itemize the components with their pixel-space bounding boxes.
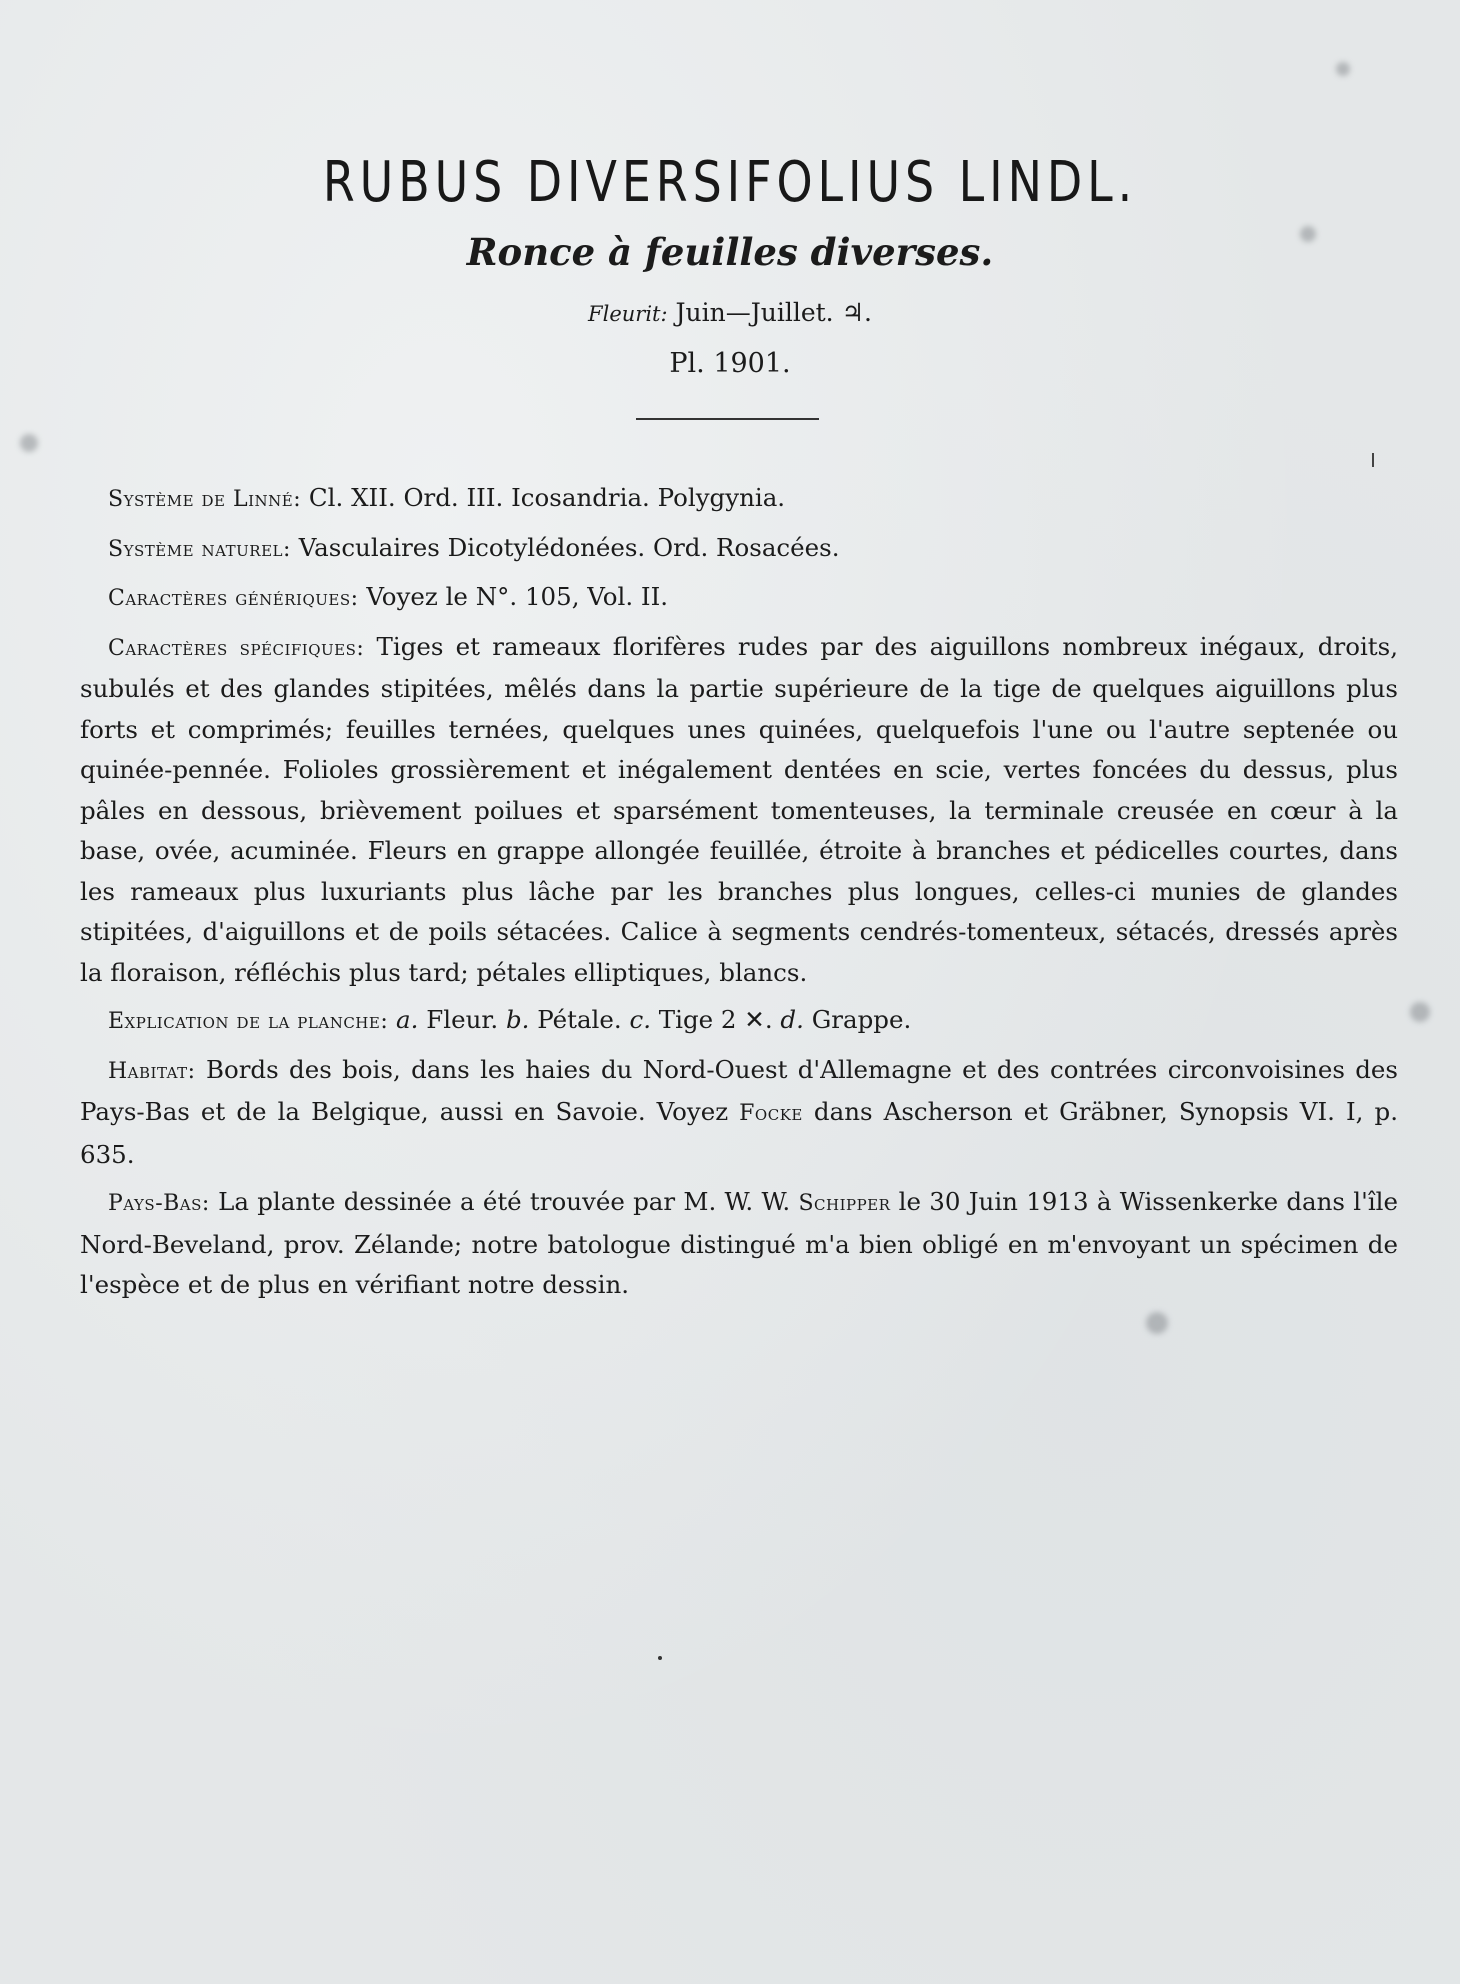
section-explication: [80, 1000, 1398, 1043]
paper-spot: [1336, 62, 1350, 76]
section-text: Cl. XII. Ord. III. Icosandria. Polygynia.: [301, 483, 786, 512]
section-text: le 30 Juin 1913 à Wissenkerke dans l'île Nord-Beveland, prov. Zélande; notre batologue distingué m'a bien obligé en m'envoyant un spécimen de l'espèce et de plus en vérifiant notre dessin.: [80, 1187, 1399, 1299]
description-body: [80, 478, 1398, 1313]
section-label: Habitat:: [108, 1058, 196, 1084]
figure-text-a: Fleur.: [418, 1005, 506, 1034]
margin-mark: [1372, 453, 1374, 467]
paper-spot: [1410, 1002, 1430, 1022]
section-generiques: [80, 577, 1398, 620]
section-specifiques: [80, 627, 1398, 994]
figure-text-c: Tige 2 ✕.: [651, 1005, 781, 1034]
section-text: dans Ascherson et Gräbner, Synopsis VI. I, p. 635.: [80, 1097, 1398, 1169]
section-label: Caractères génériques:: [108, 586, 359, 611]
section-pays-bas: [80, 1182, 1398, 1306]
section-text: Tiges et rameaux florifères rudes par des aiguillons nombreux inégaux, droits, subulés et des glandes stipitées, mêlés dans la partie supérieure de la tige de quelques aiguillons plus forts et comprimés; feuilles ternées, quelques unes quinées, quelquefois l'une ou l'autre septenée ou quinée-pennée. Folioles grossièrement et inégalement dentées en scie, vertes foncées du dessus, plus pâles en dessous, brièvement poilues et sparsément tomenteuses, la terminale creusée en cœur à la base, ovée, acuminée. Fleurs en grappe allongée feuillée, étroite à branches et pédicelles courtes, dans les rameaux plus luxuriants plus lâche par les branches plus longues, celles-ci munies de glandes stipitées, d'aiguillons et de poils sétacées. Calice à segments cendrés-tomenteux, sétacés, dressés après la floraison, réfléchis plus tard; pétales elliptiques, blancs.: [80, 631, 1398, 987]
plate-number: Pl. 1901.: [669, 348, 791, 379]
figure-key-c: c.: [629, 1005, 651, 1034]
page-title: RUBUS DIVERSIFOLIUS LINDL.: [322, 150, 1138, 215]
section-naturel: [80, 528, 1398, 571]
page-subtitle: Ronce à feuilles diverses.: [466, 230, 994, 274]
figure-key-a: a.: [396, 1005, 419, 1034]
paper-spot: [20, 434, 38, 452]
section-label: Pays-Bas:: [108, 1191, 210, 1216]
section-linne: [80, 478, 1398, 521]
section-text: La plante dessinée a été trouvée par M. W. W.: [209, 1187, 799, 1216]
figure-key-d: d.: [780, 1005, 804, 1034]
section-text: Voyez le N°. 105, Vol. II.: [358, 582, 669, 611]
flowering-line: [0, 298, 1460, 327]
title-divider: [636, 418, 819, 420]
figure-text-b: Pétale.: [529, 1005, 630, 1034]
section-label: Explication de la planche:: [108, 1009, 389, 1034]
figure-text-d: Grappe.: [803, 1005, 912, 1034]
flowering-label: Fleurit:: [588, 302, 668, 326]
section-label: Caractères spécifiques:: [108, 635, 365, 661]
figure-key-b: b.: [505, 1005, 530, 1034]
section-label: Système naturel:: [108, 536, 291, 562]
section-text: Bords des bois, dans les haies du Nord-Ouest d'Allemagne et des contrées circonvoisines des Pays-Bas et de la Belgique, aussi en Savoie. Voyez: [80, 1054, 1398, 1126]
page-dot: [658, 1656, 662, 1660]
flowering-value: Juin—Juillet. ♃.: [675, 298, 872, 327]
section-label: Système de Linné:: [108, 487, 302, 512]
section-text: Vasculaires Dicotylédonées. Ord. Rosacées.: [290, 532, 840, 562]
collector-name: Schipper: [798, 1191, 891, 1216]
paper-spot: [1146, 1312, 1168, 1334]
section-habitat: [80, 1050, 1398, 1176]
author-name: Focke: [739, 1101, 803, 1126]
